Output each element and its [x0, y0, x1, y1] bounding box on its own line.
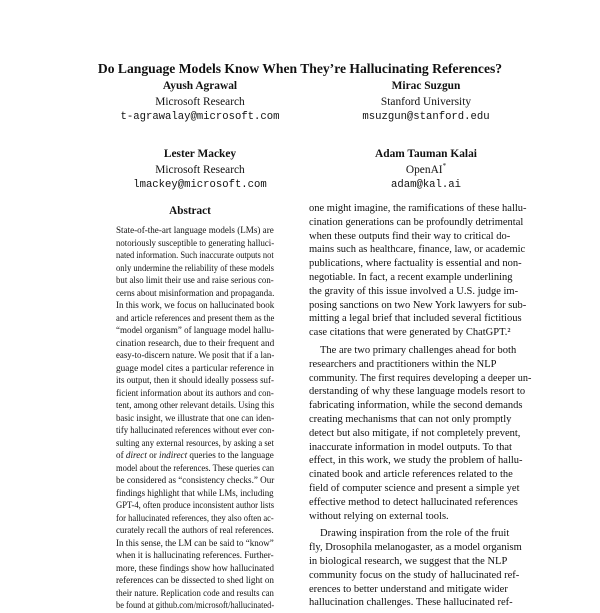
body-line: case citations that were generated by ChatGPT.² [309, 327, 511, 339]
body-line: effective method to detect hallucinated references [309, 496, 518, 508]
author-name: Adam Tauman Kalai [375, 148, 477, 160]
abstract-body [116, 225, 274, 613]
abstract-line: more, these findings show how hallucinated [116, 562, 274, 574]
introduction-body [309, 202, 531, 610]
body-line: one might imagine, the ramifications of these hallu- [309, 203, 527, 214]
abstract-line: easy-to-discern nature. We posit that if a lan- [116, 350, 275, 361]
body-line: the gravity of this issue involved a U.S. judge im- [309, 285, 519, 297]
abstract-line: curately recall the authors of real references. [116, 525, 274, 536]
abstract-line: only undermine the reliability of these models [116, 262, 274, 274]
abstract-line: be considered as “consistency checks.” Our [116, 475, 275, 486]
abstract-line: ficient information about its authors and con- [116, 387, 274, 399]
abstract-line: “model organism” of language model hallu- [116, 325, 275, 336]
abstract-line: tent, among other relevant details. Using this [116, 400, 275, 411]
paper-title: Do Language Models Know When They’re Hallucinating References? [97, 61, 503, 76]
abstract-line: In this sense, the LM can be said to “know” [116, 537, 274, 549]
abstract-line: findings highlight that while LMs, including [116, 487, 274, 499]
body-line: erences to better understand and mitigate wider [309, 583, 508, 595]
author-name: Mirac Suzgun [391, 80, 461, 92]
body-line: when these outputs find their way to critical do- [309, 230, 511, 242]
body-line: creating mechanisms that can not only promptly [309, 413, 512, 425]
body-line: hallucination challenges. These hallucinated ref- [309, 597, 513, 609]
author-affiliation: Microsoft Research [155, 95, 245, 108]
body-line: Drawing inspiration from the role of the fruit [320, 528, 510, 540]
author-affiliation: Microsoft Research [155, 163, 245, 176]
body-line: in biological research, we suggest that the NLP [309, 555, 508, 567]
body-line: without relying on external tools. [309, 510, 449, 522]
abstract-line: In this work, we focus on hallucinated book [116, 300, 275, 311]
abstract-line: references can be dissected to shed light on [116, 575, 275, 586]
author-block-mackey [75, 147, 325, 194]
affiliation-footnote-mark: * [442, 161, 447, 170]
body-line: mains such as healthcare, finance, law, or academic [309, 244, 526, 256]
abstract-line: their nature. Replication code and results can [116, 587, 274, 599]
body-line: mitting a legal brief that included several fictitious [309, 313, 522, 325]
abstract-line: but also limit their use and raise serious con- [116, 275, 274, 286]
body-line: The are two primary challenges ahead for both [320, 344, 517, 356]
author-block-suzgun [301, 79, 551, 126]
abstract-line: guage model cites a particular reference in [116, 362, 274, 374]
abstract-heading: Abstract [169, 205, 211, 217]
abstract-line: for hallucinated references, they also often ac- [116, 512, 274, 524]
author-name: Ayush Agrawal [162, 80, 238, 92]
abstract-line: basic insight, we illustrate that one can iden- [116, 412, 275, 424]
body-line: effect, in this work, we study the problem of hallu- [309, 455, 523, 467]
author-block-agrawal [75, 79, 325, 126]
author-block-kalai [301, 147, 551, 194]
author-email: lmackey@microsoft.com [133, 179, 267, 191]
body-line: cination generations can be profoundly detrimental [309, 216, 524, 228]
abstract-line: cination research, due to their frequent and [116, 337, 275, 349]
author-affiliation-text: OpenAI [405, 163, 443, 176]
abstract-line: State-of-the-art language models (LMs) are [116, 225, 274, 236]
abstract-line: its output, then it should ideally possess suf- [116, 375, 274, 386]
body-line: field of computer science and present a simple yet [309, 482, 520, 494]
author-name: Lester Mackey [163, 148, 237, 160]
body-line: publications, where factuality is essential and non- [309, 258, 522, 270]
abstract-line: tify hallucinated references without ever con- [116, 425, 275, 436]
abstract-line: and article references and present them as the [116, 312, 275, 324]
body-line: researchers and practitioners within the NLP [309, 358, 497, 370]
body-line: cinated book and article references related to the [309, 469, 513, 481]
author-affiliation [301, 163, 551, 179]
body-line: derstanding of why these language models resort to [309, 386, 526, 398]
emphasis: indirect [159, 450, 188, 461]
abstract-line: of direct or indirect queries to the language [116, 450, 274, 461]
abstract-line: be found at github.com/microsoft/hallucinated- [116, 600, 275, 611]
abstract-line: nated information. Such inaccurate outputs not [116, 250, 274, 261]
abstract-line: cerns about misinformation and propaganda. [116, 287, 275, 299]
body-line: community focus on the study of hallucinated ref- [309, 569, 520, 581]
body-line: negotiable. In fact, a recent example underlining [309, 271, 513, 283]
abstract-line: sulting any external resources, by asking a set [116, 437, 274, 449]
emphasis: direct [125, 450, 147, 461]
body-line: inaccurate information in model outputs. To that [309, 441, 512, 453]
abstract-line: notoriously susceptible to generating halluci- [116, 237, 275, 249]
body-line: fly, Drosophila melanogaster, as a model organism [309, 542, 522, 554]
body-line: fabricating information, while the second demands [309, 400, 523, 412]
author-email: t-agrawalay@microsoft.com [120, 111, 280, 123]
author-affiliation: Stanford University [380, 95, 472, 108]
abstract-line: model about the references. These queries can [116, 462, 275, 474]
author-email: msuzgun@stanford.edu [362, 111, 490, 123]
body-line: community. The first requires developing a deeper un- [309, 372, 532, 384]
body-line: detect but also mitigate, if not completely prevent, [309, 427, 521, 439]
author-email: adam@kal.ai [391, 179, 461, 191]
abstract-line: GPT-4, often produce inconsistent author lists [116, 500, 275, 511]
body-line: posing sanctions on two New York lawyers for sub- [309, 299, 527, 311]
abstract-line: when it is hallucinating references. Further- [116, 550, 274, 561]
